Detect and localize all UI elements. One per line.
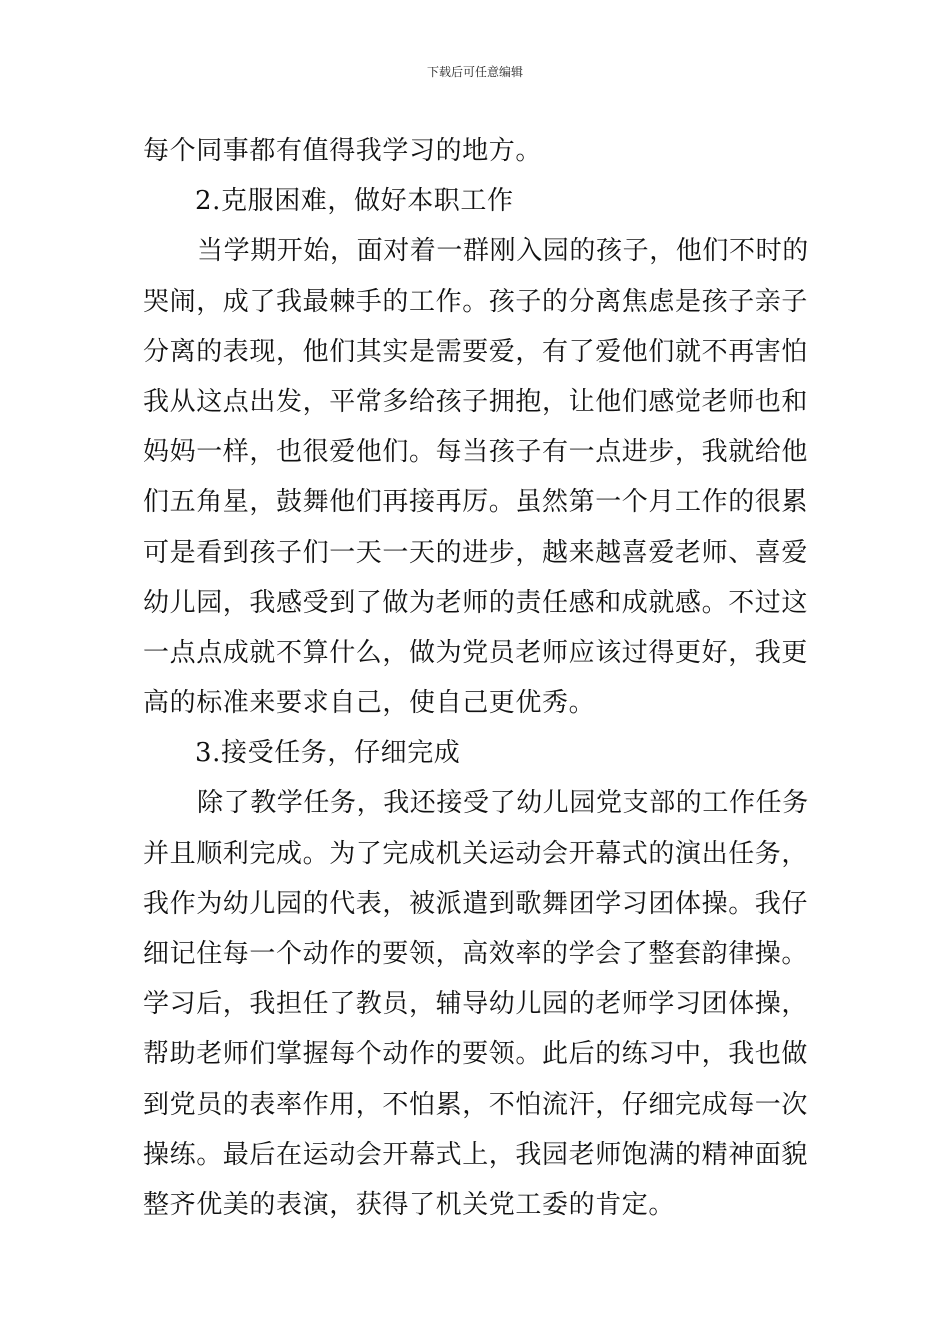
- text-line: 分离的表现，他们其实是需要爱，有了爱他们就不再害怕: [143, 336, 809, 367]
- text-line: 整齐优美的表演，获得了机关党工委的肯定。: [143, 1189, 676, 1220]
- section-heading: 2.克服困难，做好本职工作: [195, 186, 514, 217]
- page-header-note: 下载后可任意编辑: [426, 65, 523, 79]
- text-line: 帮助老师们掌握每个动作的要领。此后的练习中，我也做: [143, 1039, 809, 1070]
- text-line: 细记住每一个动作的要领，高效率的学会了整套韵律操。: [143, 939, 809, 969]
- text-line: 学习后，我担任了教员，辅导幼儿园的老师学习团体操，: [143, 989, 809, 1020]
- text-line: 我从这点出发，平常多给孩子拥抱，让他们感觉老师也和: [143, 386, 809, 417]
- text-line: 哭闹，成了我最棘手的工作。孩子的分离焦虑是孩子亲子: [143, 286, 809, 317]
- text-line: 操练。最后在运动会开幕式上，我园老师饱满的精神面貌: [143, 1139, 809, 1170]
- text-line: 并且顺利完成。为了完成机关运动会开幕式的演出任务，: [143, 838, 809, 869]
- text-line: 到党员的表率作用，不怕累，不怕流汗，仔细完成每一次: [143, 1089, 809, 1120]
- section-heading: 3.接受任务，仔细完成: [195, 738, 461, 769]
- text-line: 可是看到孩子们一天一天的进步，越来越喜爱老师、喜爱: [143, 537, 809, 568]
- text-line: 们五角星，鼓舞他们再接再厉。虽然第一个月工作的很累: [143, 487, 809, 518]
- paragraph-first-line: 除了教学任务，我还接受了幼儿园党支部的工作任务: [197, 788, 809, 819]
- text-line: 妈妈一样，也很爱他们。每当孩子有一点进步，我就给他: [143, 437, 809, 468]
- document-body: [143, 126, 811, 1230]
- text-line: 我作为幼儿园的代表，被派遣到歌舞团学习团体操。我仔: [143, 888, 809, 919]
- text-line: 高的标准来要求自己，使自己更优秀。: [143, 688, 596, 719]
- paragraph-first-line: 当学期开始，面对着一群刚入园的孩子，他们不时的: [197, 236, 809, 267]
- text-line: 每个同事都有值得我学习的地方。: [143, 136, 543, 166]
- text-line: 一点点成就不算什么，做为党员老师应该过得更好，我更: [143, 637, 809, 668]
- text-line: 幼儿园，我感受到了做为老师的责任感和成就感。不过这: [143, 587, 809, 618]
